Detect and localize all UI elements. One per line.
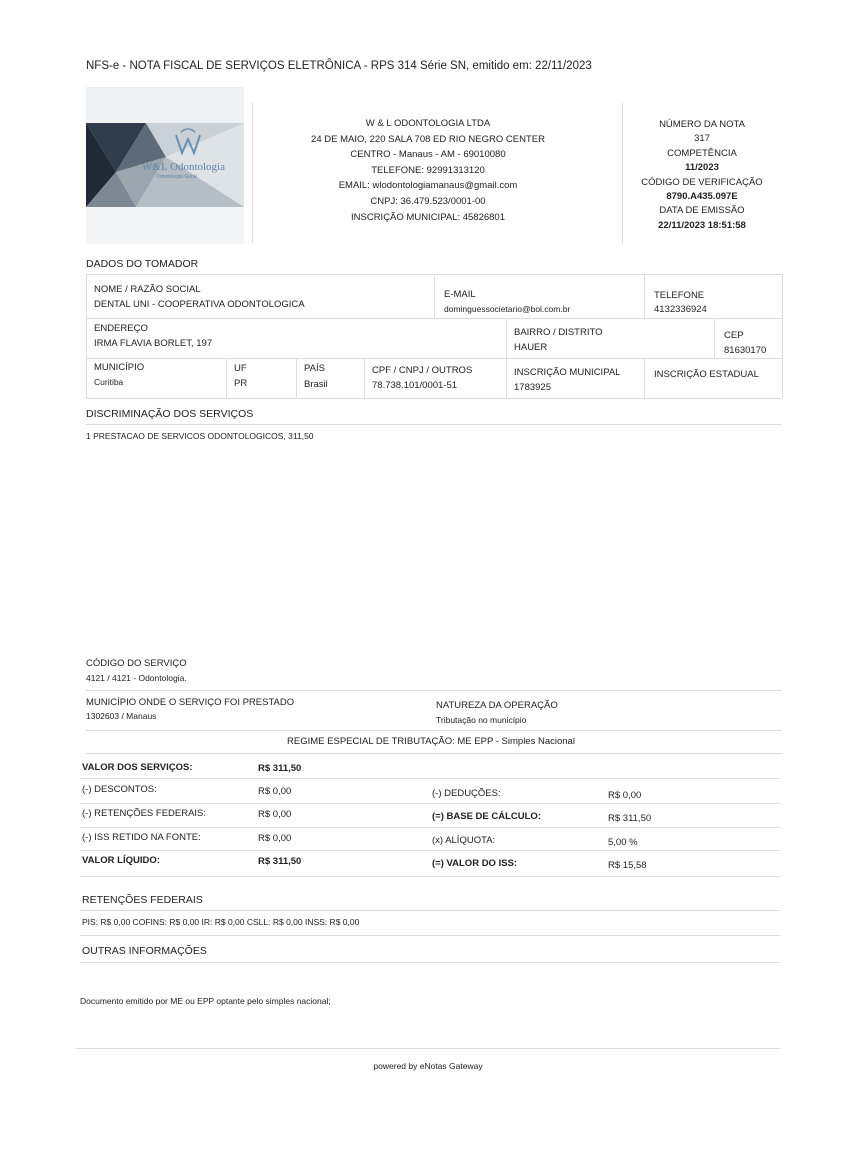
tomador-country: Brasil (304, 379, 328, 390)
emission-label: DATA DE EMISSÃO (659, 205, 745, 217)
services-value: R$ 311,50 (258, 763, 302, 774)
federal-value: R$ 0,00 (258, 809, 292, 820)
retentions-line: PIS: R$ 0,00 COFINS: R$ 0,00 IR: R$ 0,00 CSLL: R$ 0,00 INSS: R$ 0,00 (82, 917, 360, 927)
verification-code: 8790.A435.097E (666, 191, 738, 203)
emission-date: 22/11/2023 18:51:58 (658, 219, 746, 231)
regime: REGIME ESPECIAL DE TRIBUTAÇÃO: ME EPP - Simples Nacional (287, 736, 575, 747)
tomador-district-label: BAIRRO / DISTRITO (514, 327, 603, 338)
service-city: 1302603 / Manaus (86, 711, 157, 721)
verification-label: CÓDIGO DE VERIFICAÇÃO (641, 176, 763, 188)
footer: powered by eNotas Gateway (373, 1061, 483, 1071)
issuer-im: INSCRIÇÃO MUNICIPAL: 45826801 (351, 211, 505, 223)
service-city-label: MUNICÍPIO ONDE O SERVIÇO FOI PRESTADO (86, 697, 295, 708)
rate-label: (x) ALÍQUOTA: (432, 835, 496, 846)
retentions-section-title: RETENÇÕES FEDERAIS (82, 894, 203, 906)
tomador-district: HAUER (514, 342, 548, 353)
services-value-label: VALOR DOS SERVIÇOS: (82, 762, 193, 773)
company-logo (86, 87, 244, 244)
federal-label: (-) RETENÇÕES FEDERAIS: (82, 808, 207, 819)
discounts-label: (-) DESCONTOS: (82, 784, 157, 795)
issuer-email: EMAIL: wlodontologiamanaus@gmail.com (338, 180, 518, 192)
issuer-name: W & L ODONTOLOGIA LTDA (365, 118, 491, 129)
discounts-value: R$ 0,00 (258, 786, 292, 797)
issuer-address: 24 DE MAIO, 220 SALA 708 ED RIO NEGRO CENTER (311, 133, 545, 145)
note-number: 317 (694, 133, 710, 145)
services-section-title: DISCRIMINAÇÃO DOS SERVIÇOS (86, 408, 254, 420)
tomador-name: DENTAL UNI - COOPERATIVA ODONTOLOGICA (94, 299, 305, 310)
iss-withheld-value: R$ 0,00 (258, 833, 292, 844)
tomador-address-label: ENDEREÇO (94, 323, 148, 334)
tomador-city: Curitiba (94, 377, 124, 387)
tomador-doc: 78.738.101/0001-51 (372, 380, 458, 391)
competence: 11/2023 (685, 162, 719, 174)
base-label: (=) BASE DE CÁLCULO: (432, 811, 541, 822)
iss-value: R$ 15,58 (608, 860, 647, 871)
services-line: 1 PRESTACAO DE SERVICOS ODONTOLOGICOS, 311,50 (86, 431, 314, 441)
tomador-ie-label: INSCRIÇÃO ESTADUAL (654, 369, 759, 380)
tomador-name-label: NOME / RAZÃO SOCIAL (94, 284, 201, 295)
page-title: NFS-e - NOTA FISCAL DE SERVIÇOS ELETRÔNICA - RPS 314 Série SN, emitido em: 22/11/2023 (86, 60, 592, 72)
competence-label: COMPETÊNCIA (667, 147, 737, 159)
iss-withheld-label: (-) ISS RETIDO NA FONTE: (82, 832, 201, 843)
issuer-city: CENTRO - Manaus - AM - 69010080 (350, 149, 506, 161)
nature-label: NATUREZA DA OPERAÇÃO (436, 700, 558, 711)
logo-name: W&L Odontologia (142, 161, 225, 173)
tomador-address: IRMA FLAVIA BORLET, 197 (94, 338, 213, 349)
tomador-email: dominguessocietario@bol.com.br (444, 304, 571, 314)
service-code-label: CÓDIGO DO SERVIÇO (86, 658, 187, 669)
nature: Tributação no município (436, 715, 527, 725)
deductions-value: R$ 0,00 (608, 790, 642, 801)
note-number-label: NÚMERO DA NOTA (659, 119, 745, 130)
tomador-cep: 81630170 (724, 345, 767, 356)
tomador-im-label: INSCRIÇÃO MUNICIPAL (514, 367, 621, 378)
tomador-section-title: DADOS DO TOMADOR (86, 258, 199, 270)
tomador-im: 1783925 (514, 382, 551, 393)
tomador-phone: 4132336924 (654, 304, 707, 315)
iss-label: (=) VALOR DO ISS: (432, 858, 518, 869)
base-value: R$ 311,50 (608, 813, 652, 824)
tomador-doc-label: CPF / CNPJ / OUTROS (372, 365, 473, 376)
tomador-uf-label: UF (234, 363, 247, 374)
tomador-cep-label: CEP (724, 330, 744, 341)
tomador-phone-label: TELEFONE (654, 290, 705, 301)
rate-value: 5,00 % (608, 837, 638, 848)
deductions-label: (-) DEDUÇÕES: (432, 788, 501, 799)
issuer-phone: TELEFONE: 92991313120 (371, 164, 485, 176)
service-code: 4121 / 4121 - Odontologia. (86, 673, 187, 683)
other-line: Documento emitido por ME ou EPP optante pelo simples nacional; (80, 996, 331, 1006)
tomador-email-label: E-MAIL (444, 289, 476, 300)
tomador-country-label: PAÍS (304, 363, 325, 374)
tomador-uf: PR (234, 378, 248, 389)
other-section-title: OUTRAS INFORMAÇÕES (82, 945, 207, 957)
net-label: VALOR LÍQUIDO: (82, 855, 160, 866)
issuer-cnpj: CNPJ: 36.479.523/0001-00 (370, 195, 486, 207)
logo-tagline: Odontologia Geral (156, 174, 197, 180)
tomador-city-label: MUNICÍPIO (94, 362, 145, 373)
net-value: R$ 311,50 (258, 856, 302, 867)
